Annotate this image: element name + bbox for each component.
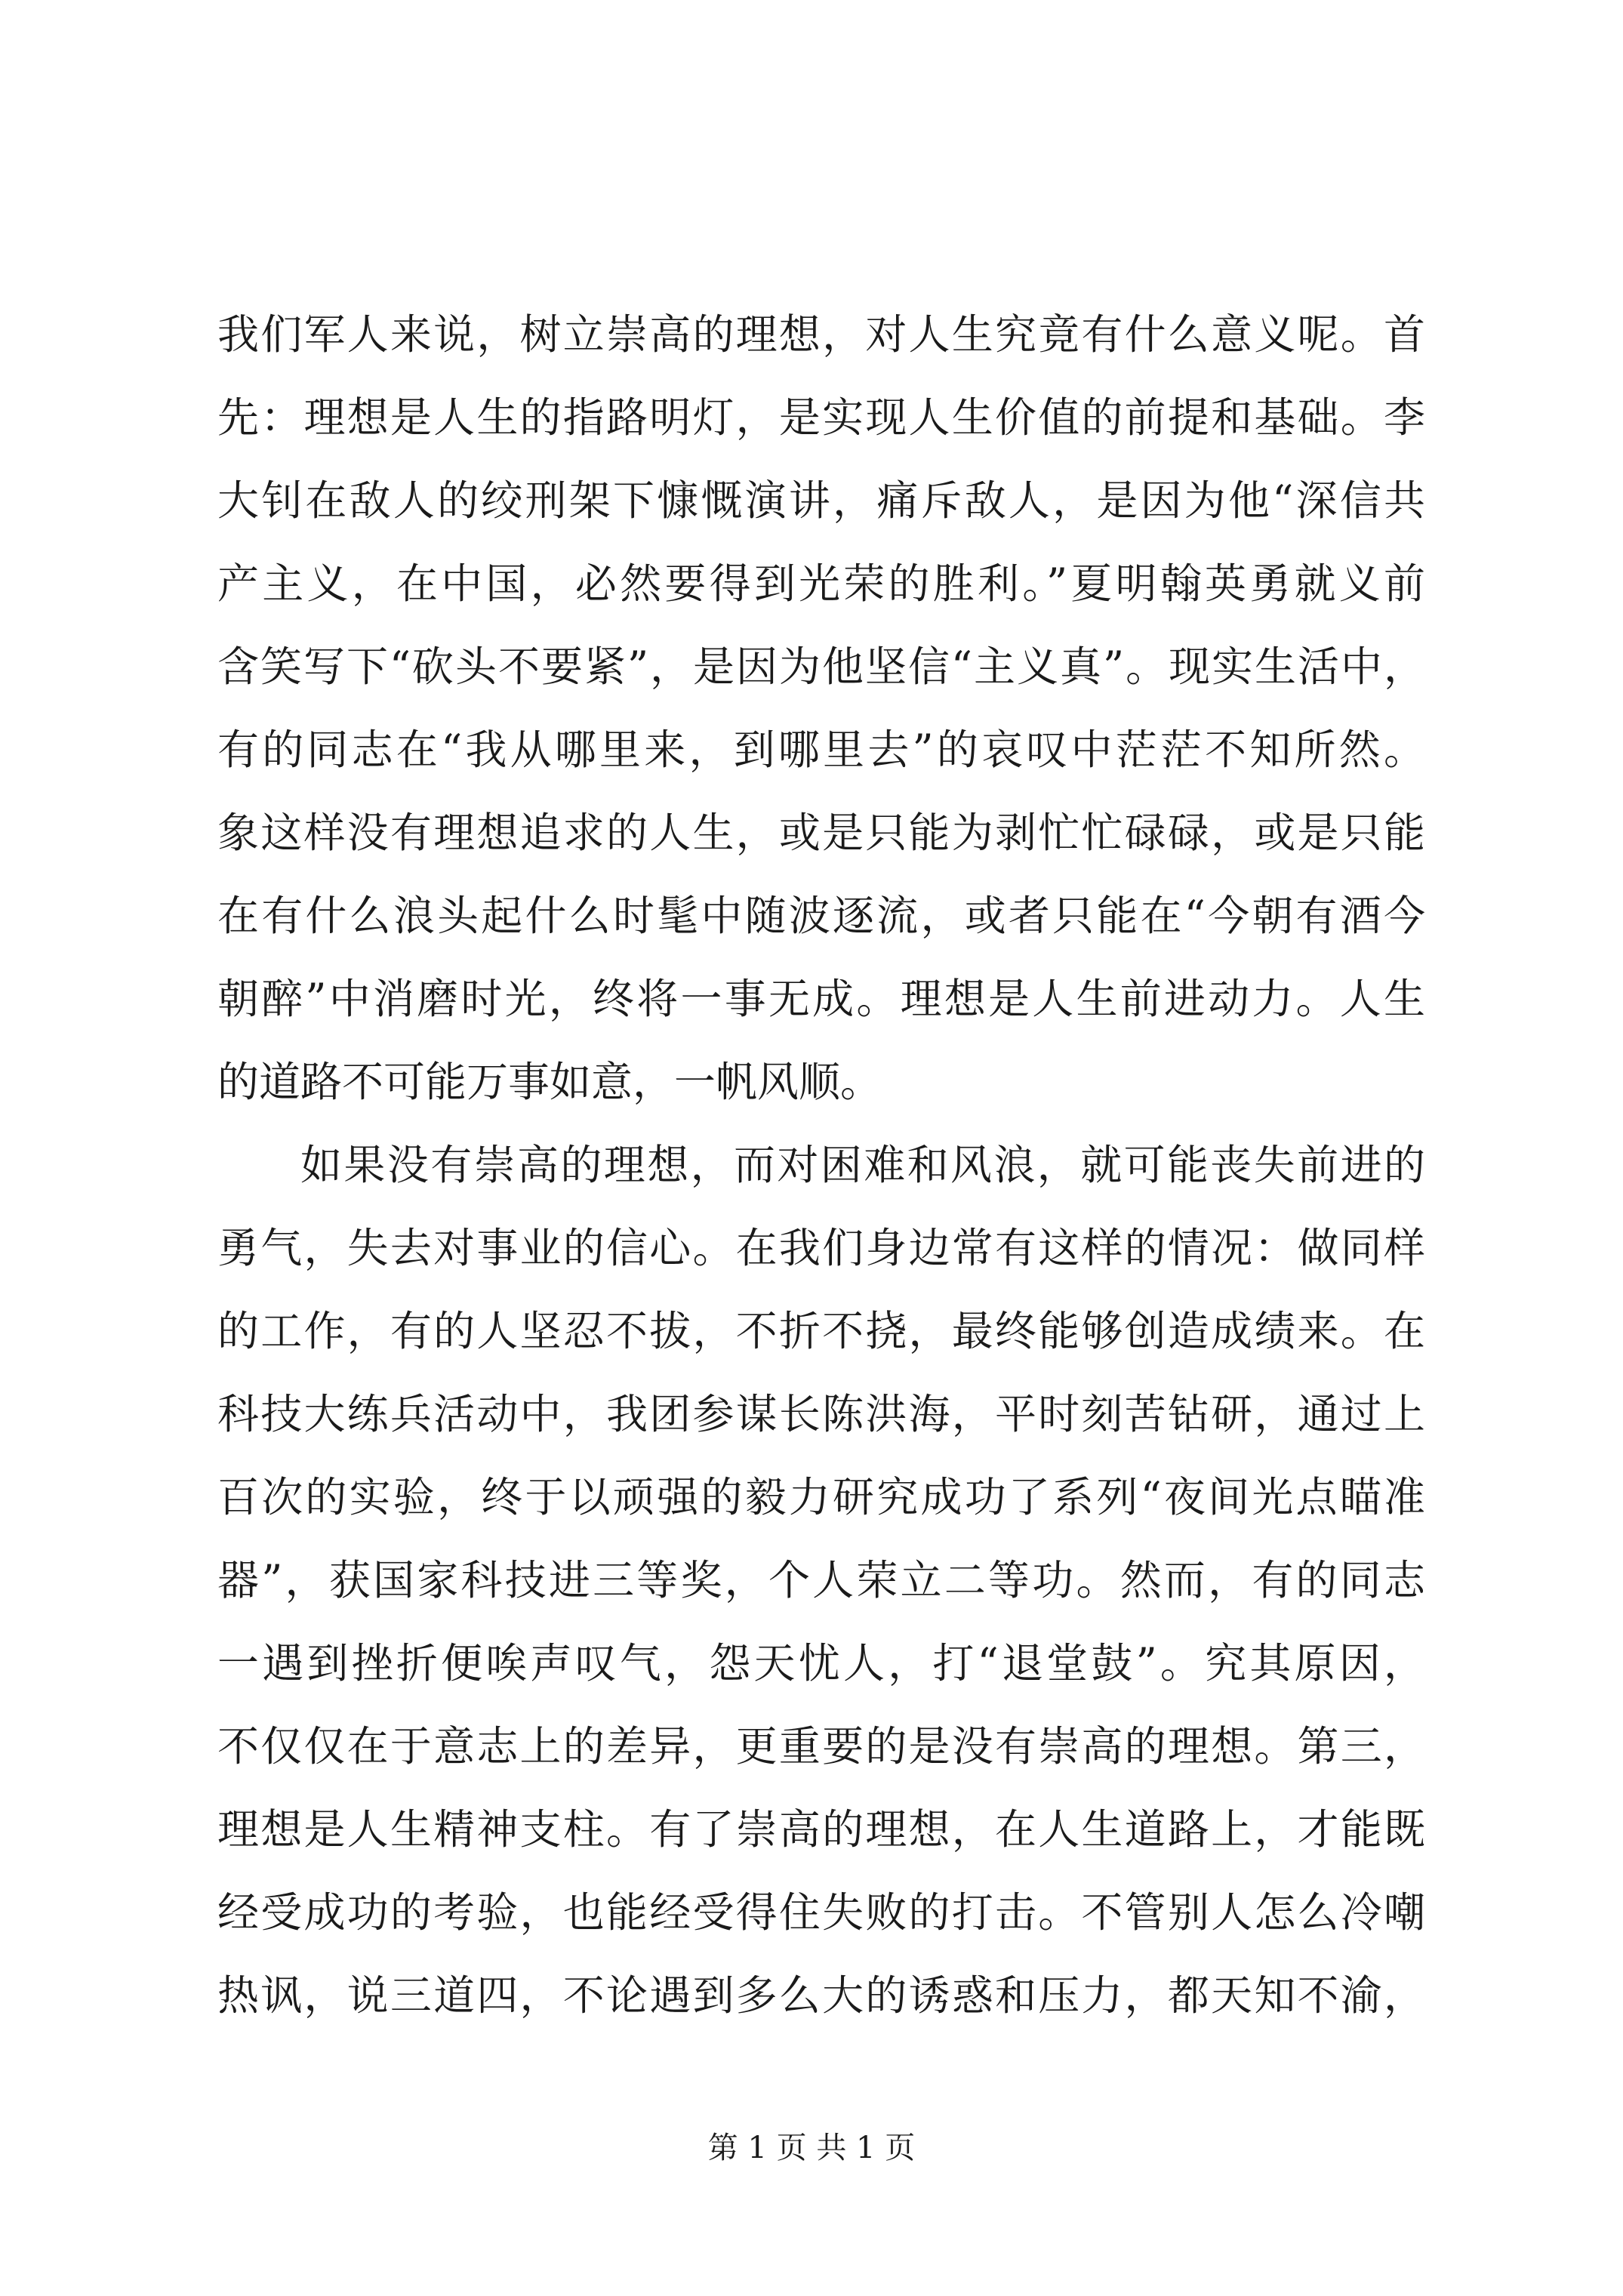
text-line: 热讽，说三道四，不论遇到多么大的诱惑和压力，都天知不渝， xyxy=(217,1971,1425,2020)
text-line: 一遇到挫折便唉声叹气，怨天忧人，打“退堂鼓”。究其原因， xyxy=(217,1639,1425,1687)
body-text xyxy=(217,293,1425,2037)
page-number-footer: 第 1 页 共 1 页 xyxy=(707,2131,916,2165)
text-line: 我们军人来说，树立崇高的理想，对人生究竟有什么意义呢。首 xyxy=(217,310,1425,359)
text-line: 大钊在敌人的绞刑架下慷慨演讲，痛斥敌人，是因为他“深信共 xyxy=(217,476,1425,525)
text-line: 的道路不可能万事如意，一帆风顺。 xyxy=(217,1058,882,1106)
text-line: 器”，获国家科技进三等奖，个人荣立二等功。然而，有的同志 xyxy=(217,1556,1425,1604)
text-line: 象这样没有理想追求的人生，或是只能为剥忙忙碌碌，或是只能 xyxy=(217,809,1425,857)
text-line: 科技大练兵活动中，我团参谋长陈洪海，平时刻苦钻研，通过上 xyxy=(217,1390,1425,1438)
text-line: 有的同志在“我从哪里来，到哪里去”的哀叹中茫茫不知所然。 xyxy=(217,726,1425,774)
text-line: 含笑写下“砍头不要紧”，是因为他坚信“主义真”。现实生活中， xyxy=(217,643,1425,691)
text-line: 理想是人生精神支柱。有了崇高的理想，在人生道路上，才能既 xyxy=(217,1805,1425,1854)
text-line: 经受成功的考验，也能经受得住失败的打击。不管别人怎么冷嘲 xyxy=(217,1888,1425,1937)
paragraph-first-line: 如果没有崇高的理想，而对困难和风浪，就可能丧失前进的 xyxy=(300,1141,1425,1189)
text-line: 勇气，失去对事业的信心。在我们身边常有这样的情况：做同样 xyxy=(217,1224,1425,1272)
text-line: 在有什么浪头起什么时髦中随波逐流，或者只能在“今朝有酒今 xyxy=(217,892,1425,940)
text-line: 产主义，在中国，必然要得到光荣的胜利。”夏明翰英勇就义前 xyxy=(217,559,1425,608)
text-line: 的工作，有的人坚忍不拔，不折不挠，最终能够创造成绩来。在 xyxy=(217,1307,1425,1355)
text-line: 先：理想是人生的指路明灯，是实现人生价值的前提和基础。李 xyxy=(217,393,1425,442)
text-line: 百次的实验，终于以顽强的毅力研究成功了系列“夜间光点瞄准 xyxy=(217,1473,1425,1521)
text-line: 朝醉”中消磨时光，终将一事无成。理想是人生前进动力。人生 xyxy=(217,975,1425,1023)
text-line: 不仅仅在于意志上的差异，更重要的是没有崇高的理想。第三， xyxy=(217,1722,1425,1771)
